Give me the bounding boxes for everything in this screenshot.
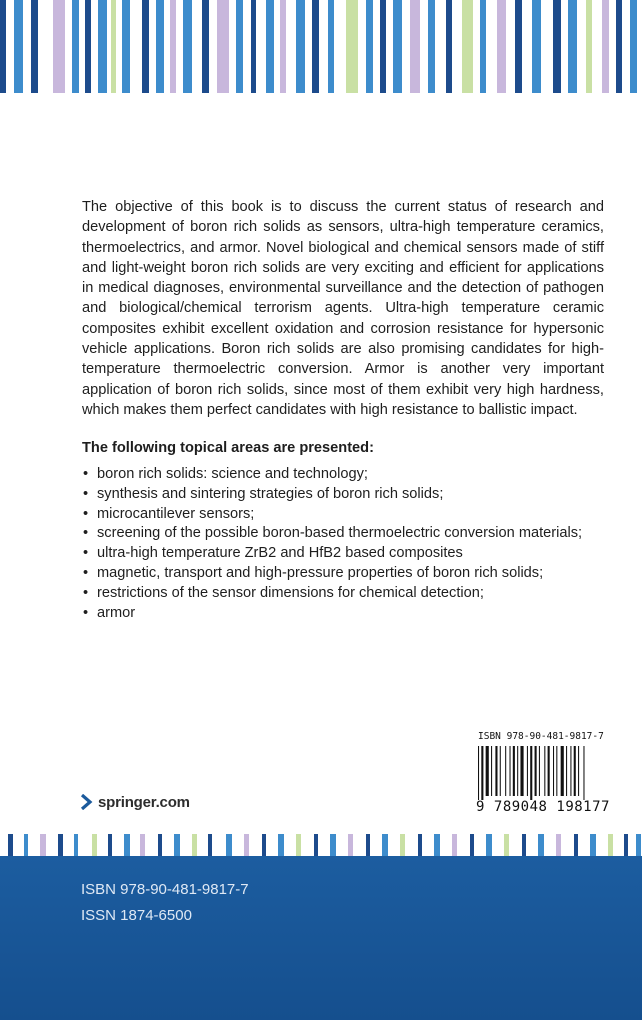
barcode-bar: [486, 746, 489, 796]
stripe: [280, 0, 286, 93]
stripe: [568, 0, 577, 93]
stripe: [616, 0, 622, 93]
stripe: [328, 0, 334, 93]
stripe: [366, 0, 373, 93]
topics-list: [82, 465, 612, 623]
stripe: [53, 0, 65, 93]
stripe: [312, 0, 319, 93]
stripe: [452, 834, 457, 856]
book-description: The objective of this book is to discuss the current status of research and development of boron rich solids as sensors, ultra-high temperature ceramics, thermoelectrics, and armor. Novel biological and chemical sensors made of stiff and light-weight boron rich solids are very exciting and efficient for applications in medical diagnoses, environmental surveillance and the detection of pathogen and biological/chemical terrorism agents. Ultra-high temperature ceramic composites exhibit excellent oxidation and corrosion resistance for hypersonic vehicle applications. Boron rich solids are also promising candidates for high-temperature thermoelectric conversion. Armor is another very important application of boron rich solids, since most of them exhibit very high hardness, which makes them perfect candidates with high resistance to ballistic impact.: [82, 199, 604, 418]
stripe: [122, 0, 130, 93]
stripe: [636, 834, 641, 856]
topic-item: • boron rich solids: science and technology;: [82, 465, 612, 485]
stripe: [590, 834, 596, 856]
barcode-isbn-label: ISBN 978-90-481-9817-7: [478, 731, 604, 742]
stripe: [156, 0, 164, 93]
barcode-bars: [474, 746, 612, 800]
stripe: [348, 834, 353, 856]
stripe: [124, 834, 130, 856]
bottom-stripe-pattern: [0, 834, 642, 856]
stripe: [208, 834, 212, 856]
topic-item: • microcantilever sensors;: [82, 505, 612, 525]
stripe: [251, 0, 256, 93]
barcode-bar: [491, 746, 492, 796]
barcode-bar: [566, 746, 567, 796]
barcode-bar: [548, 746, 550, 796]
barcode-bar: [513, 746, 515, 796]
stripe: [170, 0, 176, 93]
stripe: [202, 0, 209, 93]
barcode-bar: [544, 746, 545, 796]
stripe: [346, 0, 358, 93]
stripe: [574, 834, 578, 856]
stripe: [428, 0, 435, 93]
stripe: [446, 0, 452, 93]
stripe: [314, 834, 318, 856]
stripe: [217, 0, 229, 93]
barcode-bar: [510, 746, 511, 796]
stripe: [380, 0, 386, 93]
barcode-digits: 9 789048 198177: [476, 799, 610, 815]
stripe: [586, 0, 592, 93]
stripe: [556, 834, 561, 856]
barcode-bar: [553, 746, 554, 796]
barcode-bar: [578, 746, 579, 796]
stripe: [158, 834, 162, 856]
barcode-bar: [556, 746, 557, 796]
stripe: [244, 834, 249, 856]
chevron-right-icon: [80, 794, 94, 810]
stripe: [504, 834, 509, 856]
barcode-bar: [481, 746, 483, 800]
barcode: [474, 731, 612, 821]
springer-url: springer.com: [98, 793, 190, 811]
barcode-bar: [561, 746, 564, 796]
stripe: [74, 834, 78, 856]
stripe: [553, 0, 561, 93]
stripe: [72, 0, 79, 93]
topic-item: • screening of the possible boron-based thermoelectric conversion materials;: [82, 524, 612, 544]
topic-item: • synthesis and sintering strategies of boron rich solids;: [82, 485, 612, 505]
issn-text: ISSN 1874-6500: [81, 907, 192, 924]
stripe: [98, 0, 107, 93]
stripe: [85, 0, 91, 93]
stripe: [142, 0, 149, 93]
stripe: [624, 834, 628, 856]
stripe: [330, 834, 336, 856]
stripe: [470, 834, 474, 856]
barcode-bar: [517, 746, 518, 796]
stripe: [602, 0, 609, 93]
stripe: [538, 834, 544, 856]
stripe: [40, 834, 46, 856]
barcode-bar: [535, 746, 537, 796]
isbn-text: ISBN 978-90-481-9817-7: [81, 881, 249, 898]
barcode-bar: [505, 746, 506, 796]
stripe: [366, 834, 370, 856]
stripe: [24, 834, 28, 856]
topic-item: • armor: [82, 604, 612, 624]
stripe: [410, 0, 420, 93]
stripe: [608, 834, 613, 856]
stripe: [522, 834, 526, 856]
topics-heading: The following topical areas are presented:: [82, 440, 374, 456]
stripe: [236, 0, 243, 93]
stripe: [31, 0, 38, 93]
stripe: [92, 834, 97, 856]
barcode-bar: [539, 746, 540, 796]
top-stripe-pattern: [0, 0, 642, 93]
stripe: [630, 0, 637, 93]
barcode-bar: [574, 746, 576, 796]
barcode-bar: [527, 746, 528, 796]
topic-item: • ultra-high temperature ZrB2 and HfB2 based composites: [82, 544, 612, 564]
stripe: [14, 0, 23, 93]
stripe: [183, 0, 192, 93]
stripe: [480, 0, 486, 93]
stripe: [226, 834, 232, 856]
barcode-bar: [570, 746, 571, 796]
stripe: [174, 834, 180, 856]
stripe: [262, 834, 266, 856]
barcode-bar: [583, 746, 584, 800]
topic-item: • restrictions of the sensor dimensions for chemical detection;: [82, 584, 612, 604]
stripe: [532, 0, 541, 93]
stripe: [266, 0, 274, 93]
stripe: [393, 0, 402, 93]
stripe: [497, 0, 506, 93]
barcode-bar: [495, 746, 497, 796]
stripe: [486, 834, 492, 856]
stripe: [418, 834, 422, 856]
stripe: [140, 834, 145, 856]
stripe: [382, 834, 388, 856]
barcode-bar: [500, 746, 501, 796]
barcode-bar: [520, 746, 523, 796]
stripe: [0, 0, 6, 93]
springer-link[interactable]: [80, 791, 190, 813]
stripe: [111, 0, 116, 93]
stripe: [515, 0, 522, 93]
stripe: [400, 834, 405, 856]
stripe: [278, 834, 284, 856]
stripe: [296, 834, 301, 856]
stripe: [58, 834, 63, 856]
topic-item: • magnetic, transport and high-pressure properties of boron rich solids;: [82, 564, 612, 584]
stripe: [434, 834, 440, 856]
stripe: [192, 834, 197, 856]
stripe: [296, 0, 305, 93]
barcode-bar: [530, 746, 532, 800]
barcode-bar: [478, 746, 479, 800]
stripe: [8, 834, 13, 856]
stripe: [462, 0, 473, 93]
stripe: [108, 834, 112, 856]
